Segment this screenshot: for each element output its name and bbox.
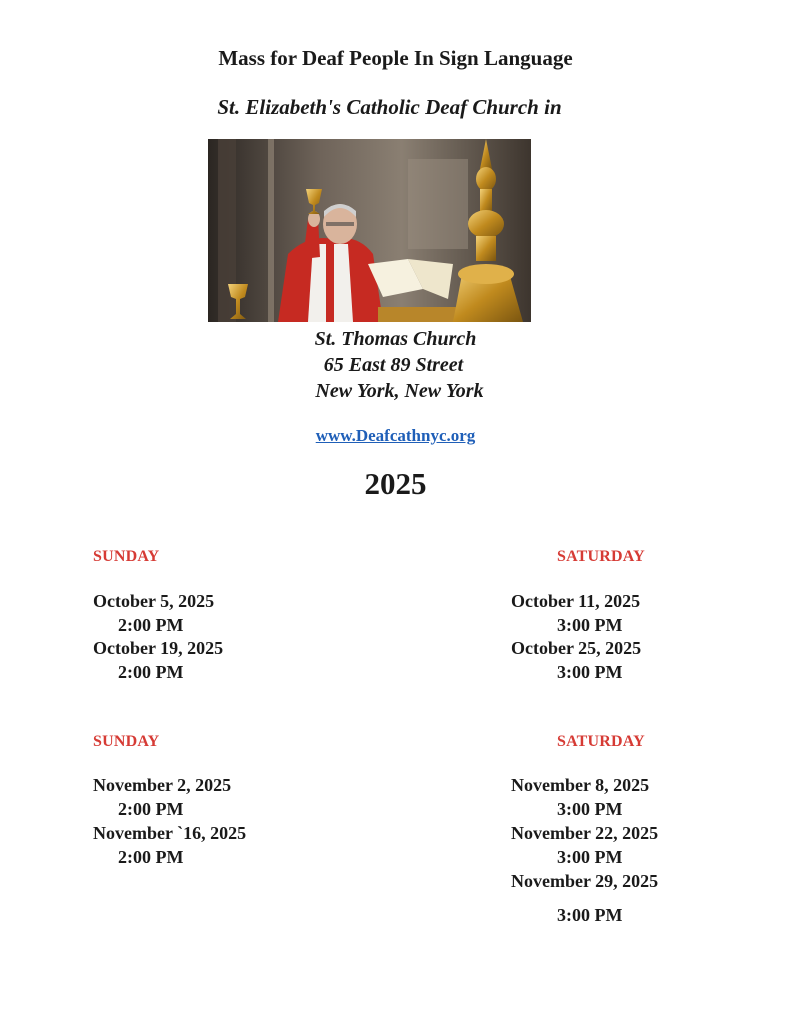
mass-time: 2:00 PM (118, 799, 184, 819)
city-state: New York, New York (315, 380, 484, 402)
priest-elevating-chalice-photo (208, 139, 531, 322)
mass-time: 2:00 PM (118, 847, 184, 867)
page-title: Mass for Deaf People In Sign Language (218, 46, 573, 70)
saturday-heading: SATURDAY (557, 733, 645, 750)
mass-time: 3:00 PM (557, 799, 623, 819)
mass-date: November `16, 2025 (93, 823, 247, 843)
mass-time: 2:00 PM (118, 662, 184, 682)
mass-date: November 22, 2025 (511, 823, 659, 843)
mass-time: 3:00 PM (557, 615, 623, 635)
mass-time: 2:00 PM (118, 615, 184, 635)
sunday-heading: SUNDAY (93, 548, 160, 565)
sunday-heading: SUNDAY (93, 733, 160, 750)
mass-date: October 11, 2025 (511, 591, 641, 611)
mass-time: 3:00 PM (557, 905, 623, 925)
mass-date: October 5, 2025 (93, 591, 215, 611)
saturday-heading: SATURDAY (557, 548, 645, 565)
mass-date: November 29, 2025 (511, 871, 659, 891)
mass-date: November 2, 2025 (93, 775, 232, 795)
mass-date: October 25, 2025 (511, 638, 642, 658)
page-subtitle: St. Elizabeth's Catholic Deaf Church in (217, 95, 562, 119)
street-address: 65 East 89 Street (323, 354, 464, 376)
mass-time: 3:00 PM (557, 662, 623, 682)
mass-date: November 8, 2025 (511, 775, 650, 795)
year-heading: 2025 (364, 466, 427, 501)
church-name: St. Thomas Church (314, 328, 477, 350)
mass-time: 3:00 PM (557, 847, 623, 867)
website-link[interactable]: www.Deafcathnyc.org (315, 426, 476, 445)
mass-date: October 19, 2025 (93, 638, 224, 658)
